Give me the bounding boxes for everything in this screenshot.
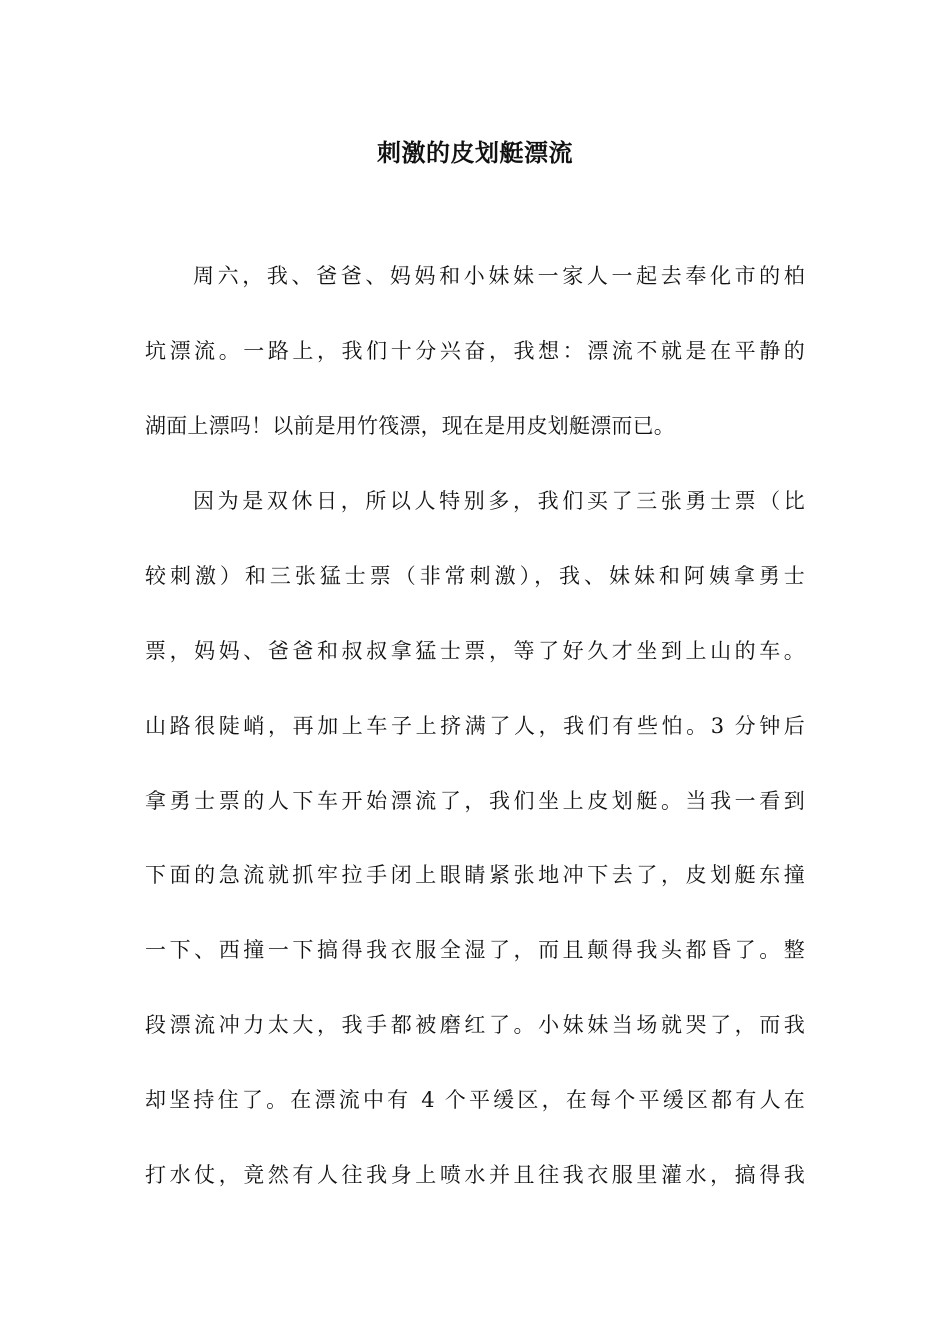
document-title: 刺激的皮划艇漂流 [377, 138, 573, 167]
paragraph-line: 周六，我、爸爸、妈妈和小妹妹一家人一起去奉化市的柏 [193, 264, 805, 288]
paragraph-line: 段漂流冲力太大，我手都被磨红了。小妹妹当场就哭了，而我 [145, 1013, 805, 1037]
paragraph-line: 较刺激）和三张猛士票（非常刺激），我、妹妹和阿姨拿勇士 [145, 564, 805, 588]
paragraph-line: 因为是双休日，所以人特别多，我们买了三张勇士票（比 [193, 489, 805, 513]
paragraph-line: 拿勇士票的人下车开始漂流了，我们坐上皮划艇。当我一看到 [145, 789, 805, 813]
paragraph-line: 一下、西撞一下搞得我衣服全湿了，而且颠得我头都昏了。整 [145, 938, 805, 962]
paragraph-line: 山路很陡峭，再加上车子上挤满了人，我们有些怕。3 分钟后 [145, 714, 805, 738]
paragraph-line: 坑漂流。一路上，我们十分兴奋，我想：漂流不就是在平静的 [145, 339, 805, 363]
paragraph-line: 湖面上漂吗！以前是用竹筏漂，现在是用皮划艇漂而已。 [145, 414, 675, 438]
paragraph-line: 下面的急流就抓牢拉手闭上眼睛紧张地冲下去了，皮划艇东撞 [145, 863, 805, 887]
paragraph-line: 却坚持住了。在漂流中有 4 个平缓区，在每个平缓区都有人在 [145, 1088, 805, 1112]
paragraph-line: 票，妈妈、爸爸和叔叔拿猛士票，等了好久才坐到上山的车。 [145, 639, 805, 663]
paragraph-line: 打水仗，竟然有人往我身上喷水并且往我衣服里灌水，搞得我 [145, 1163, 805, 1187]
